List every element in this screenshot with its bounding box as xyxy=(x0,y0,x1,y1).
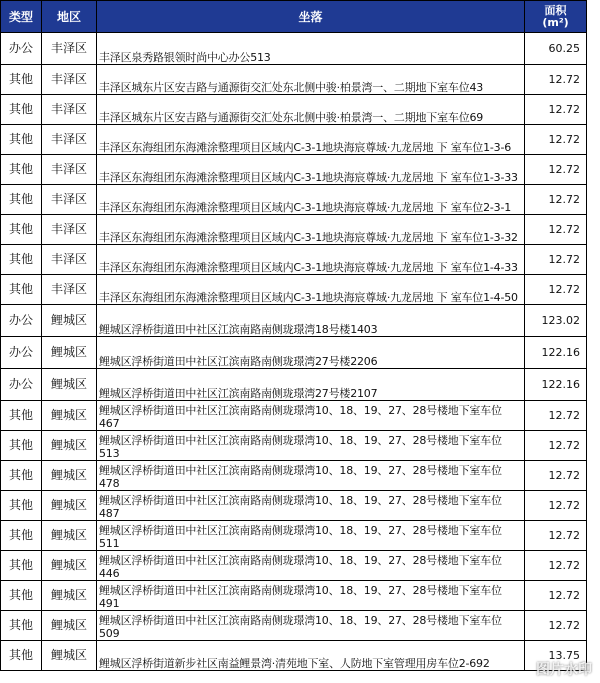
cell-type: 其他 xyxy=(1,431,42,461)
cell-location: 丰泽区泉秀路银领时尚中心办公513 xyxy=(97,33,525,65)
cell-location: 鲤城区浮桥街道田中社区江滨南路南侧珑璟湾10、18、19、27、28号楼地下室车位467 xyxy=(97,401,525,431)
cell-type: 其他 xyxy=(1,581,42,611)
table-row xyxy=(1,125,587,155)
table-row xyxy=(1,641,587,671)
cell-type: 其他 xyxy=(1,611,42,641)
cell-location: 丰泽区东海组团东海滩涂整理项目区域内C-3-1地块海宸尊域·九龙居地 下 室车位2-3-1 xyxy=(97,185,525,215)
table-row xyxy=(1,95,587,125)
cell-area: 12.72 xyxy=(525,95,587,125)
cell-location: 鲤城区浮桥街道田中社区江滨南路南侧珑璟湾10、18、19、27、28号楼地下室车位446 xyxy=(97,551,525,581)
cell-region: 鲤城区 xyxy=(42,461,97,491)
cell-region: 鲤城区 xyxy=(42,305,97,337)
cell-area: 12.72 xyxy=(525,155,587,185)
cell-type: 其他 xyxy=(1,551,42,581)
table-row xyxy=(1,369,587,401)
header-location: 坐落 xyxy=(97,1,525,33)
cell-region: 鲤城区 xyxy=(42,401,97,431)
cell-type: 其他 xyxy=(1,95,42,125)
cell-location: 丰泽区城东片区安吉路与通源街交汇处东北侧中骏·柏景湾一、二期地下室车位43 xyxy=(97,65,525,95)
cell-area: 12.72 xyxy=(525,431,587,461)
table-row xyxy=(1,185,587,215)
cell-area: 12.72 xyxy=(525,401,587,431)
cell-type: 其他 xyxy=(1,185,42,215)
table-row xyxy=(1,431,587,461)
table-row xyxy=(1,491,587,521)
table-header-row xyxy=(1,1,587,33)
cell-location: 鲤城区浮桥街道田中社区江滨南路南侧珑璟湾10、18、19、27、28号楼地下室车位509 xyxy=(97,611,525,641)
cell-location: 鲤城区浮桥街道田中社区江滨南路南侧珑璟湾27号楼2206 xyxy=(97,337,525,369)
header-region: 地区 xyxy=(42,1,97,33)
cell-location: 鲤城区浮桥街道新步社区南益鲤景湾·清苑地下室、人防地下室管理用房车位2-692 xyxy=(97,641,525,671)
cell-location: 丰泽区城东片区安吉路与通源街交汇处东北侧中骏·柏景湾一、二期地下室车位69 xyxy=(97,95,525,125)
cell-region: 丰泽区 xyxy=(42,215,97,245)
cell-type: 其他 xyxy=(1,641,42,671)
cell-type: 其他 xyxy=(1,125,42,155)
table-row xyxy=(1,305,587,337)
cell-area: 13.75 xyxy=(525,641,587,671)
cell-region: 鲤城区 xyxy=(42,551,97,581)
cell-location: 鲤城区浮桥街道田中社区江滨南路南侧珑璟湾10、18、19、27、28号楼地下室车位513 xyxy=(97,431,525,461)
cell-location: 鲤城区浮桥街道田中社区江滨南路南侧珑璟湾10、18、19、27、28号楼地下室车位491 xyxy=(97,581,525,611)
cell-type: 办公 xyxy=(1,33,42,65)
table-row xyxy=(1,33,587,65)
watermark-logo: 图片水印 xyxy=(536,662,592,678)
cell-location: 鲤城区浮桥街道田中社区江滨南路南侧珑璟湾27号楼2107 xyxy=(97,369,525,401)
cell-area: 12.72 xyxy=(525,611,587,641)
cell-location: 鲤城区浮桥街道田中社区江滨南路南侧珑璟湾10、18、19、27、28号楼地下室车位487 xyxy=(97,491,525,521)
cell-location: 鲤城区浮桥街道田中社区江滨南路南侧珑璟湾10、18、19、27、28号楼地下室车位511 xyxy=(97,521,525,551)
cell-area: 123.02 xyxy=(525,305,587,337)
table-row xyxy=(1,611,587,641)
cell-type: 办公 xyxy=(1,337,42,369)
cell-region: 鲤城区 xyxy=(42,491,97,521)
cell-area: 12.72 xyxy=(525,581,587,611)
cell-area: 122.16 xyxy=(525,369,587,401)
cell-area: 12.72 xyxy=(525,461,587,491)
cell-region: 丰泽区 xyxy=(42,65,97,95)
cell-region: 丰泽区 xyxy=(42,33,97,65)
cell-region: 鲤城区 xyxy=(42,337,97,369)
cell-type: 其他 xyxy=(1,401,42,431)
cell-area: 12.72 xyxy=(525,275,587,305)
cell-area: 122.16 xyxy=(525,337,587,369)
table-row xyxy=(1,275,587,305)
table-row xyxy=(1,245,587,275)
cell-type: 其他 xyxy=(1,155,42,185)
cell-region: 丰泽区 xyxy=(42,125,97,155)
cell-region: 鲤城区 xyxy=(42,641,97,671)
cell-region: 鲤城区 xyxy=(42,521,97,551)
cell-type: 办公 xyxy=(1,369,42,401)
cell-area: 12.72 xyxy=(525,185,587,215)
cell-location: 丰泽区东海组团东海滩涂整理项目区域内C-3-1地块海宸尊域·九龙居地 下 室车位1-3-6 xyxy=(97,125,525,155)
cell-region: 鲤城区 xyxy=(42,369,97,401)
cell-type: 其他 xyxy=(1,491,42,521)
cell-location: 丰泽区东海组团东海滩涂整理项目区域内C-3-1地块海宸尊域·九龙居地 下 室车位1-4-50 xyxy=(97,275,525,305)
cell-region: 丰泽区 xyxy=(42,95,97,125)
cell-location: 丰泽区东海组团东海滩涂整理项目区域内C-3-1地块海宸尊域·九龙居地 下 室车位1-4-33 xyxy=(97,245,525,275)
header-area-unit: (m²) xyxy=(542,15,569,29)
cell-location: 丰泽区东海组团东海滩涂整理项目区域内C-3-1地块海宸尊域·九龙居地 下 室车位1-3-33 xyxy=(97,155,525,185)
cell-area: 12.72 xyxy=(525,215,587,245)
cell-location: 丰泽区东海组团东海滩涂整理项目区域内C-3-1地块海宸尊域·九龙居地 下 室车位1-3-32 xyxy=(97,215,525,245)
cell-area: 12.72 xyxy=(525,125,587,155)
cell-area: 12.72 xyxy=(525,491,587,521)
cell-type: 其他 xyxy=(1,245,42,275)
table-row xyxy=(1,581,587,611)
cell-type: 其他 xyxy=(1,521,42,551)
cell-region: 鲤城区 xyxy=(42,611,97,641)
header-area xyxy=(525,1,587,33)
cell-type: 办公 xyxy=(1,305,42,337)
cell-location: 鲤城区浮桥街道田中社区江滨南路南侧珑璟湾10、18、19、27、28号楼地下室车位478 xyxy=(97,461,525,491)
table-row xyxy=(1,215,587,245)
cell-region: 丰泽区 xyxy=(42,155,97,185)
cell-type: 其他 xyxy=(1,275,42,305)
cell-area: 12.72 xyxy=(525,521,587,551)
cell-area: 12.72 xyxy=(525,551,587,581)
cell-location: 鲤城区浮桥街道田中社区江滨南路南侧珑璟湾18号楼1403 xyxy=(97,305,525,337)
cell-region: 鲤城区 xyxy=(42,581,97,611)
table-row xyxy=(1,65,587,95)
cell-area: 60.25 xyxy=(525,33,587,65)
cell-area: 12.72 xyxy=(525,65,587,95)
cell-type: 其他 xyxy=(1,215,42,245)
cell-region: 鲤城区 xyxy=(42,431,97,461)
cell-region: 丰泽区 xyxy=(42,275,97,305)
table-row xyxy=(1,521,587,551)
cell-type: 其他 xyxy=(1,461,42,491)
header-type: 类型 xyxy=(1,1,42,33)
header-area-label: 面积 xyxy=(544,3,567,17)
table-row xyxy=(1,401,587,431)
table-row xyxy=(1,461,587,491)
cell-type: 其他 xyxy=(1,65,42,95)
table-row xyxy=(1,551,587,581)
cell-area: 12.72 xyxy=(525,245,587,275)
table-row xyxy=(1,337,587,369)
cell-region: 丰泽区 xyxy=(42,185,97,215)
table-body xyxy=(1,33,587,671)
table-row xyxy=(1,155,587,185)
cell-region: 丰泽区 xyxy=(42,245,97,275)
